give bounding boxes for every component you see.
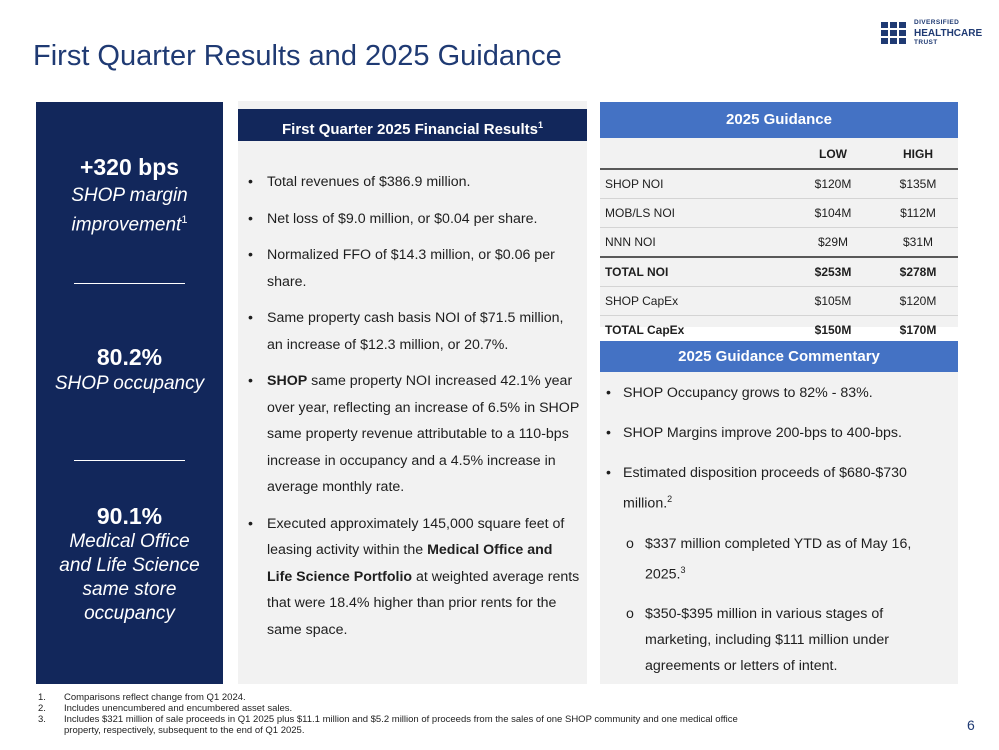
table-cell: MOB/LS NOI (600, 199, 788, 228)
sub-list-item: o $350-$395 million in various stages of marketing, including $111 million under agreements or letters of intent. (606, 601, 946, 679)
commentary-list (606, 380, 946, 693)
table-cell: $104M (788, 199, 878, 228)
stat-mob-desc: Medical Office and Life Science same store occupancy (59, 531, 200, 624)
stat-occupancy-desc: SHOP occupancy (54, 373, 205, 394)
list-item: • SHOP Margins improve 200-bps to 400-bps. (606, 420, 946, 446)
logo-line3: TRUST (914, 38, 938, 46)
list-item: • Net loss of $9.0 million, or $0.04 per share. (248, 206, 580, 233)
page-title: First Quarter Results and 2025 Guidance (33, 40, 562, 72)
table-header-high: HIGH (878, 140, 958, 169)
guidance-panel (600, 102, 958, 337)
list-item: • Executed approximately 145,000 square feet of leasing activity within the Medical Office and Life Science Portfolio at weighted average rents that were 18.4% higher than prior rents for the same space. (248, 511, 580, 644)
footnote: 1. Comparisons reflect change from Q1 2024. (38, 692, 246, 703)
list-item: • Estimated disposition proceeds of $680-$730 million.$^2$ (606, 460, 946, 517)
table-row-total (600, 316, 958, 345)
table-row (600, 169, 958, 199)
list-item: • Normalized FFO of $14.3 million, or $0.06 per share. (248, 242, 580, 295)
table-cell: $135M (878, 169, 958, 199)
company-logo (881, 19, 982, 47)
table-header-metric (600, 140, 788, 169)
list-item: • SHOP Occupancy grows to 82% - 83%. (606, 380, 946, 406)
table-row (600, 228, 958, 258)
table-cell: SHOP CapEx (600, 287, 788, 316)
table-cell: $29M (788, 228, 878, 258)
results-header: First Quarter 2025 Financial Results$^1$ (238, 109, 587, 141)
table-cell: $120M (878, 287, 958, 316)
guidance-table (600, 140, 958, 344)
list-item: • Same property cash basis NOI of $71.5 million, an increase of $12.3 million, or 20.7%. (248, 305, 580, 358)
stat-margin-desc: SHOP margin improvement$^1$ (71, 185, 188, 236)
stat-divider (74, 460, 185, 461)
commentary-header: 2025 Guidance Commentary (600, 341, 958, 372)
logo-line1: DIVERSIFIED (914, 19, 960, 26)
table-cell: $150M (814, 323, 852, 337)
stat-occupancy-value: 80.2% (96, 344, 163, 370)
page-number: 6 (967, 717, 975, 733)
table-row-total (600, 257, 958, 287)
footnote: 3. Includes $321 million of sale proceeds in Q1 2025 plus $11.1 million and $5.2 million of proceeds from the sales of one SHOP community and one medical office property, respectively, subsequent to the end of Q1 2025. (38, 714, 738, 736)
table-row (600, 287, 958, 316)
financial-results-panel (238, 101, 587, 684)
stat-margin-value: +320 bps (79, 154, 180, 180)
table-header-low: LOW (788, 140, 878, 169)
table-row (600, 199, 958, 228)
table-cell: NNN NOI (600, 228, 788, 258)
table-cell: $105M (788, 287, 878, 316)
table-cell: $120M (788, 169, 878, 199)
results-list (248, 169, 580, 653)
logo-line2: HEALTHCARE (914, 27, 983, 39)
table-cell: $253M (788, 257, 878, 287)
list-item: • Total revenues of $386.9 million. (248, 169, 580, 196)
table-cell: TOTAL NOI (600, 257, 788, 287)
sub-list-item: o $337 million completed YTD as of May 16, 2025.$^3$ (606, 531, 946, 588)
table-cell: $31M (878, 228, 958, 258)
guidance-header: 2025 Guidance (600, 102, 958, 138)
footnote: 2. Includes unencumbered and encumbered asset sales. (38, 703, 293, 714)
guidance-commentary-panel (600, 341, 958, 684)
table-cell: $170M (899, 323, 937, 337)
key-stats-panel (36, 102, 223, 684)
logo-mark-icon (881, 22, 909, 44)
list-item: • SHOP same property NOI increased 42.1% year over year, reflecting an increase of 6.5% in SHOP same property revenue attributable to a 110-bps increase in occupancy and a 4.5% increase in average monthly rate. (248, 368, 580, 501)
stat-divider (74, 283, 185, 284)
table-cell: TOTAL CapEx (605, 323, 685, 337)
stat-mob-value: 90.1% (96, 503, 163, 529)
footnotes (38, 692, 738, 736)
table-cell: SHOP NOI (600, 169, 788, 199)
table-cell: $112M (878, 199, 958, 228)
table-cell: $278M (878, 257, 958, 287)
